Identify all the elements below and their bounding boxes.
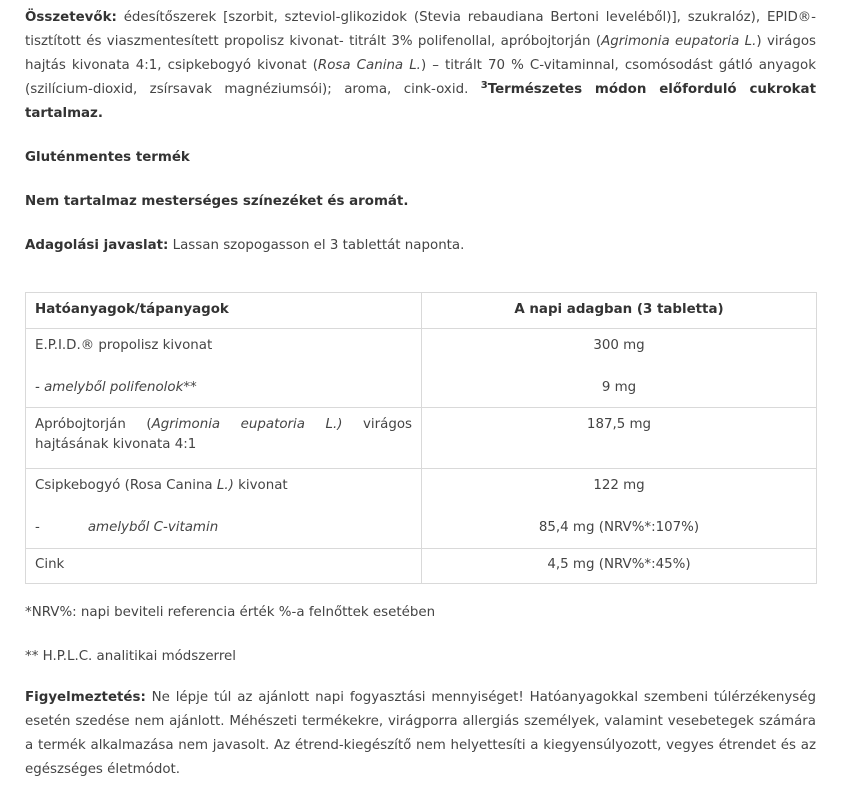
- dosage-label: Adagolási javaslat:: [25, 238, 169, 253]
- ingredient-name-part2: kivonat: [233, 478, 288, 493]
- cell-amount: [422, 549, 817, 584]
- header-ingredients: Hatóanyagok/tápanyagok: [26, 293, 422, 329]
- cell-ingredient: [26, 408, 422, 469]
- warning-label: Figyelmeztetés:: [25, 690, 146, 705]
- cell-ingredient: [26, 469, 422, 549]
- footnote-hplc: ** H.P.L.C. analitikai módszerrel: [25, 649, 236, 664]
- cell-ingredient: [26, 549, 422, 584]
- ingredient-name-part1: Csipkebogyó (Rosa Canina: [35, 478, 217, 493]
- ingredient-sub-dash: -: [35, 520, 40, 535]
- amount-value: 187,5 mg: [586, 417, 652, 432]
- gluten-free-text: Gluténmentes termék: [25, 150, 190, 165]
- ingredient-name: E.P.I.D.® propolisz kivonat: [35, 338, 213, 353]
- ingredient-name-latin: Agrimonia eupatoria L.): [151, 417, 343, 432]
- cell-ingredient: [26, 329, 422, 408]
- ingredients-latin-rosa: Rosa Canina L.: [317, 58, 421, 73]
- table-row: [26, 329, 817, 408]
- amount-sub-value: 85,4 mg (NRV%*:107%): [538, 520, 700, 535]
- amount-value: 300 mg: [593, 338, 645, 353]
- amount-sub-value: 9 mg: [601, 380, 637, 395]
- table-row: [26, 549, 817, 584]
- ingredient-name: Cink: [35, 557, 65, 572]
- amount-value: 122 mg: [593, 478, 645, 493]
- ingredients-paragraph: [25, 6, 816, 126]
- cell-amount: [422, 329, 817, 408]
- ingredient-sub-line: [35, 518, 412, 538]
- dosage-text: Lassan szopogasson el 3 tablettát naponta.: [168, 238, 465, 253]
- dosage-paragraph: [25, 234, 816, 258]
- warning-section: [25, 686, 816, 782]
- warning-text: Ne lépje túl az ajánlott napi fogyasztási mennyiséget! Hatóanyagokkal szembeni túlérzékenység esetén szedése nem ajánlott. Méhészeti termékekre, virágporra allergiás személyek, valamint vesebetegek számára a termék alkalmazása nem javasolt. Az étrend-kiegészítő nem helyettesíti a kiegyensúlyozott, vegyes étrendet és az egészséges életmódot.: [25, 690, 816, 777]
- gluten-free-note: [25, 146, 816, 170]
- ingredient-name-latin: L.): [216, 478, 234, 493]
- ingredients-label: Összetevők:: [25, 10, 117, 25]
- ingredients-text-3: ) – titrált 70 % C-vitaminnal, csomósodást gátló anyagok (szilícium-dioxid, zsírsavak magnéziumsói); aroma, cink-oxid.: [25, 58, 816, 97]
- footnotes: [25, 601, 816, 669]
- ingredients-latin-agrimonia: Agrimonia eupatoria L.: [601, 34, 757, 49]
- table-row: [26, 408, 817, 469]
- ingredient-name-part1: Apróbojtorján (: [35, 417, 152, 432]
- footnote-nrv: *NRV%: napi beviteli referencia érték %-a felnőttek esetében: [25, 605, 436, 620]
- table-header-row: [26, 293, 817, 329]
- ingredients-sugar-note: Természetes módon előforduló cukrokat tartalmaz.: [25, 82, 816, 121]
- warning-paragraph: [25, 686, 816, 782]
- table-row: [26, 469, 817, 549]
- ingredient-sub-name: - amelyből polifenolok**: [35, 380, 197, 395]
- cell-amount: [422, 469, 817, 549]
- no-colors-text: Nem tartalmaz mesterséges színezéket és aromát.: [25, 194, 409, 209]
- product-info: [25, 6, 816, 258]
- ingredients-text-1: édesítőszerek [szorbit, szteviol-glikozidok (Stevia rebaudiana Bertoni leveléből)], szukralóz), EPID®- tisztított és viaszmentesített propolisz kivonat- titrált 3% polifenollal, apróbojtorján (: [25, 10, 816, 49]
- ingredient-name-part2: virágos hajtásának kivonata 4:1: [35, 417, 412, 452]
- header-daily-dose: A napi adagban (3 tabletta): [422, 293, 817, 329]
- nutrition-table: [25, 292, 817, 584]
- ingredient-sub-name: amelyből C-vitamin: [87, 520, 219, 535]
- no-colors-note: [25, 190, 816, 214]
- cell-amount: [422, 408, 817, 469]
- amount-value: 4,5 mg (NRV%*:45%): [547, 557, 691, 572]
- ingredients-text-2: ) virágos hajtás kivonata 4:1, csipkebogyó kivonat (: [25, 34, 816, 73]
- ingredients-superscript: 3: [480, 80, 488, 91]
